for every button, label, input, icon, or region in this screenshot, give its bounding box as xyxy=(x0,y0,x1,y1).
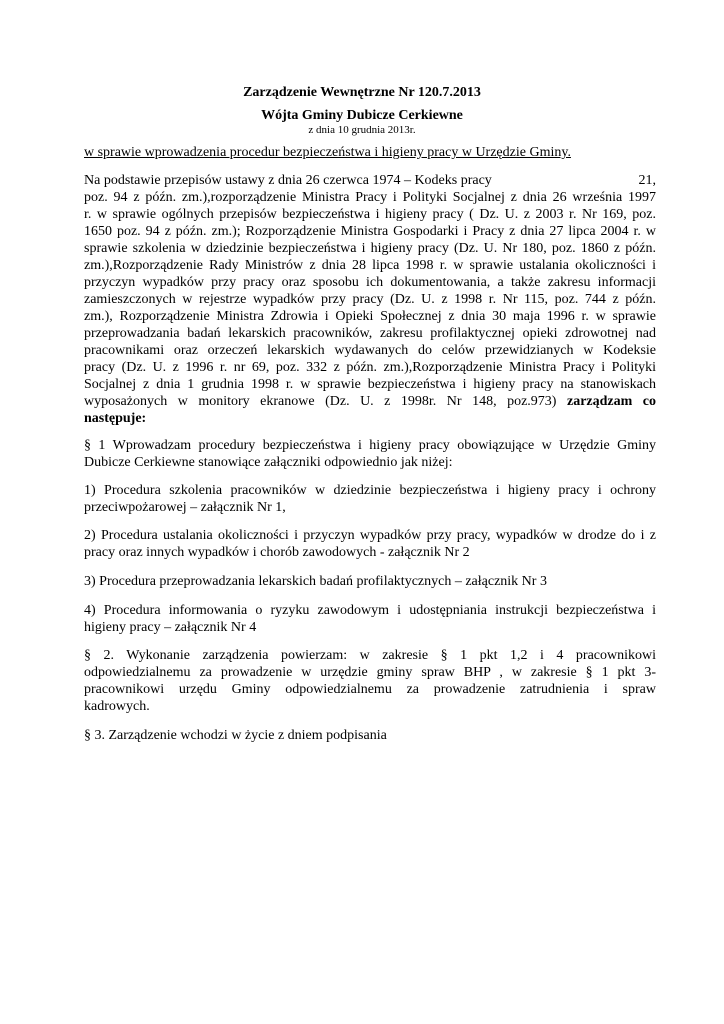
preamble-line: Socjalnej z dnia 1 grudnia 1998 r. w sprawie bezpieczeństwa i higieny pracy na stanowiskach xyxy=(84,377,656,392)
preamble-line xyxy=(84,172,656,189)
section-2-line: pracownikowi urzędu Gminy odpowiedzialnemu za prowadzenie zatrudnienia i spraw xyxy=(84,682,656,697)
preamble-line: zm.), Rozporządzenie Ministra Zdrowia i Opieki Społecznej z dnia 30 maja 1996 r. w sprawie xyxy=(84,309,656,324)
preamble-line xyxy=(84,393,656,410)
preamble-line: zm.),Rozporządzenie Rady Ministrów z dnia 28 lipca 1998 r. w sprawie ustalania okoliczności i xyxy=(84,258,656,273)
preamble-line: poz. 94 z późn. zm.),rozporządzenie Ministra Pracy i Polityki Socjalnej z dnia 26 września 1997 xyxy=(84,190,656,205)
preamble-line: zamieszczonych w rejestrze wypadków przy pracy (Dz. U. z 1998 r. Nr 115, poz. 744 z późn. xyxy=(84,292,656,307)
preamble-line: 1650 poz. 94 z późn. zm.); Rozporządzenie Ministra Gospodarki i Pracy z dnia 27 lipca 2004 r. w xyxy=(84,224,656,239)
section-1-line: Dubicze Cerkiewne stanowiące załączniki odpowiednio jak niżej: xyxy=(84,455,453,470)
procedure-item-line: higieny pracy – załącznik Nr 4 xyxy=(84,620,257,635)
section-3: § 3. Zarządzenie wchodzi w życie z dniem podpisania xyxy=(84,728,387,743)
preamble-line: pracy (Dz. U. z 1996 r. nr 69, poz. 332 z późn. zm.),Rozporządzenie Ministra Pracy i Polityki xyxy=(84,360,656,375)
section-2-line: kadrowych. xyxy=(84,699,150,714)
preamble-line-start: Na podstawie przepisów ustawy z dnia 26 czerwca 1974 – Kodeks pracy xyxy=(84,173,492,188)
procedure-item-line: 1) Procedura szkolenia pracowników w dziedzinie bezpieczeństwa i higieny pracy i ochrony xyxy=(84,483,656,498)
document-date: z dnia 10 grudnia 2013r. xyxy=(308,124,416,136)
document-title: Zarządzenie Wewnętrzne Nr 120.7.2013 xyxy=(243,85,481,100)
preamble-line: r. w sprawie ogólnych przepisów bezpieczeństwa i higieny pracy ( Dz. U. z 2003 r. Nr 169, poz. xyxy=(84,207,656,222)
preamble-closing-bold: następuje: xyxy=(84,411,147,426)
document-subject: w sprawie wprowadzenia procedur bezpieczeństwa i higieny pracy w Urzędzie Gminy. xyxy=(84,145,571,160)
procedure-item-line: 3) Procedura przeprowadzania lekarskich badań profilaktycznych – załącznik Nr 3 xyxy=(84,574,547,589)
section-2-line: odpowiedzialnemu za prowadzenie w urzędzie gminy spraw BHP , w zakresie § 1 pkt 3- xyxy=(84,665,656,680)
preamble-line: pracownikami oraz orzeczeń lekarskich wydawanych do celów przewidzianych w Kodeksie xyxy=(84,343,656,358)
preamble-line: przyczyn wypadków przy pracy oraz sposobu ich dokumentowania, a także zakresu informacji xyxy=(84,275,656,290)
preamble-line-end: 21, xyxy=(638,173,656,188)
procedure-item-line: pracy oraz innych wypadków i chorób zawodowych - załącznik Nr 2 xyxy=(84,545,470,560)
preamble-last-line-text: wyposażonych w monitory ekranowe (Dz. U. z 1998r. Nr 148, poz.973) xyxy=(84,394,557,409)
preamble-closing xyxy=(84,410,656,427)
preamble-line: przeprowadzania badań lekarskich pracowników, zakresu profilaktycznej opieki zdrowotnej nad xyxy=(84,326,656,341)
preamble-line: sprawie szkolenia w dziedzinie bezpieczeństwa i higieny pracy (Dz. U. Nr 180, poz. 1860 z późn. xyxy=(84,241,656,256)
procedure-item-line: przeciwpożarowej – załącznik Nr 1, xyxy=(84,500,286,515)
procedure-item-line: 4) Procedura informowania o ryzyku zawodowym i udostępniania instrukcji bezpieczeństwa i xyxy=(84,603,656,618)
preamble-decree-phrase: zarządzam co xyxy=(566,394,657,409)
section-1-line: § 1 Wprowadzam procedury bezpieczeństwa i higieny pracy obowiązujące w Urzędzie Gminy xyxy=(84,438,656,453)
issuing-authority: Wójta Gminy Dubicze Cerkiewne xyxy=(261,108,463,123)
section-2-line: § 2. Wykonanie zarządzenia powierzam: w zakresie § 1 pkt 1,2 i 4 pracownikowi xyxy=(84,648,656,663)
procedure-item-line: 2) Procedura ustalania okoliczności i przyczyn wypadków przy pracy, wypadków w drodze do i z xyxy=(84,528,656,543)
